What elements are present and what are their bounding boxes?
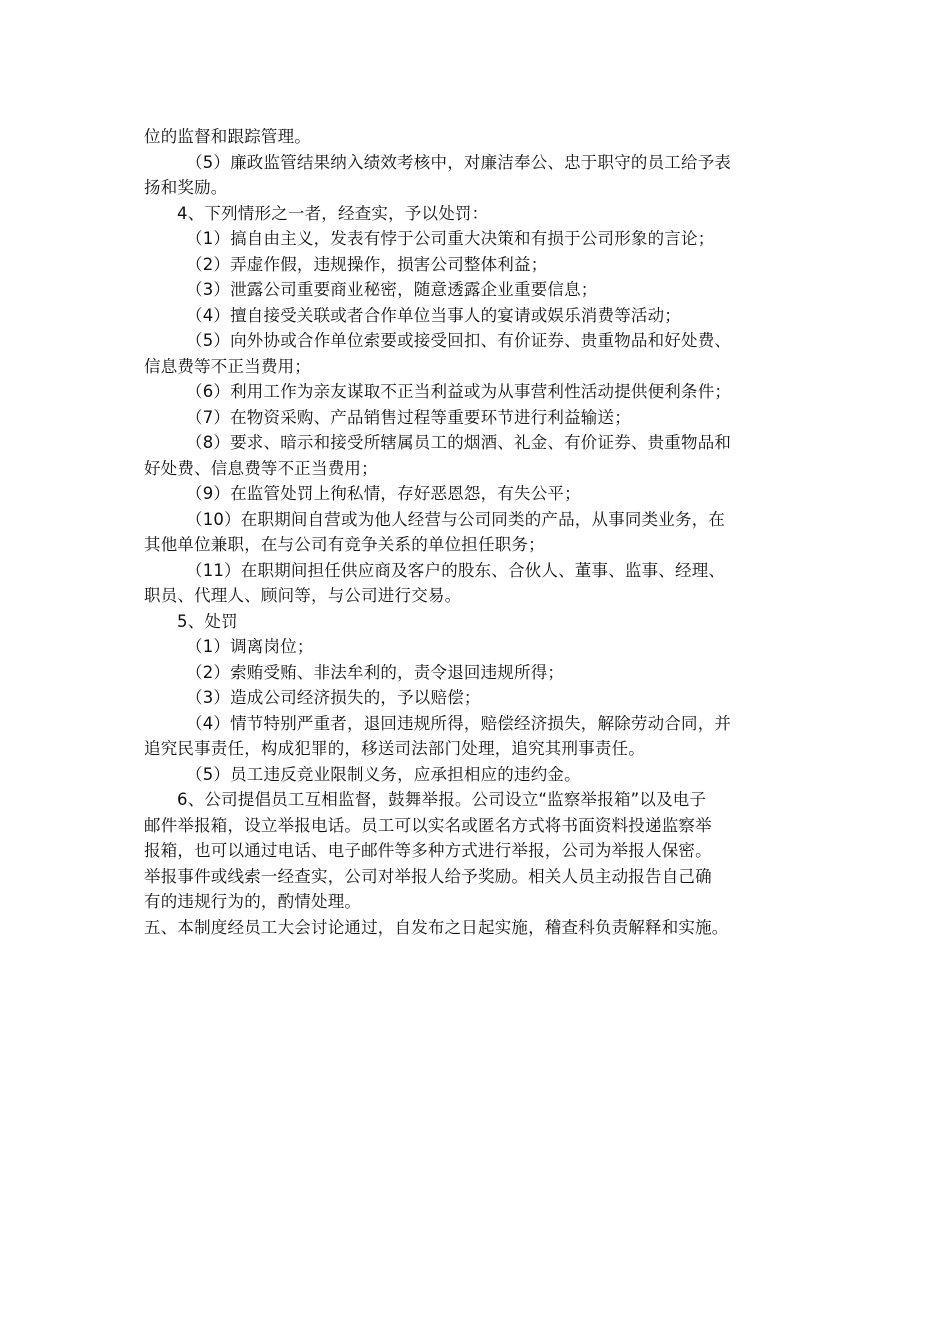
text-line: （2）索贿受贿、非法牟利的，责令退回违规所得； (186, 662, 565, 682)
text-line: 信息费等不正当费用； (144, 356, 311, 376)
text-line: 五、本制度经员工大会讨论通过，自发布之日起实施，稽查科负责解释和实施。 (144, 917, 729, 937)
text-line: 追究民事责任，构成犯罪的，移送司法部门处理，追究其刑事责任。 (144, 739, 645, 758)
text-line: （6）利用工作为亲友谋取不正当利益或为从事营利性活动提供便利条件； (186, 382, 732, 401)
text-line: （3）泄露公司重要商业秘密，随意透露企业重要信息； (186, 280, 598, 299)
text-line: 报箱，也可以通过电话、电子邮件等多种方式进行举报，公司为举报人保密。 (144, 841, 712, 860)
document-body (144, 124, 808, 940)
text-line: 职员、代理人、顾问等，与公司进行交易。 (144, 586, 462, 605)
text-line: （4）擅自接受关联或者合作单位当事人的宴请或娱乐消费等活动； (186, 305, 681, 325)
text-line: （9）在监管处罚上徇私情，存好恶恩怨，有失公平； (186, 484, 581, 503)
text-line: （1）调离岗位； (186, 637, 314, 656)
text-line: 5、处罚 (177, 611, 238, 631)
text-line: （8）要求、暗示和接受所辖属员工的烟酒、礼金、有价证券、贵重物品和 (186, 433, 732, 452)
text-line: 位的监督和跟踪管理。 (144, 127, 311, 146)
text-line: 邮件举报箱，设立举报电话。员工可以实名或匿名方式将书面资料投递监察举 (144, 815, 712, 835)
text-line: 举报事件或线索一经查实，公司对举报人给予奖励。相关人员主动报告自己确 (144, 866, 712, 886)
text-line: （5）员工违反竞业限制义务，应承担相应的违约金。 (186, 764, 581, 784)
text-line: 有的违规行为的，酌情处理。 (144, 892, 362, 911)
text-line: 4、下列情形之一者，经查实，予以处罚： (177, 203, 489, 223)
text-line: （7）在物资采购、产品销售过程等重要环节进行利益输送； (186, 407, 631, 427)
text-line: 好处费、信息费等不正当费用； (144, 458, 378, 478)
text-line: 6、公司提倡员工互相监督，鼓舞举报。公司设立“监察举报箱”以及电子 (177, 790, 707, 809)
text-line: （1）搞自由主义，发表有悖于公司重大决策和有损于公司形象的言论； (186, 229, 715, 248)
text-line: （3）造成公司经济损失的，予以赔偿； (186, 688, 481, 707)
text-line: 扬和奖励。 (144, 178, 228, 197)
text-line: （4）情节特别严重者，退回违规所得，赔偿经济损失，解除劳动合同，并 (186, 713, 732, 733)
text-line: （2）弄虚作假，违规操作，损害公司整体利益； (186, 254, 548, 274)
text-line: （11）在职期间担任供应商及客户的股东、合伙人、董事、监事、经理、 (186, 560, 726, 580)
text-line: （5）向外协或合作单位索要或接受回扣、有价证券、贵重物品和好处费、 (186, 331, 732, 350)
text-line: （10）在职期间自营或为他人经营与公司同类的产品，从事同类业务，在 (186, 509, 726, 529)
text-line: （5）廉政监管结果纳入绩效考核中，对廉洁奉公、忠于职守的员工给予表 (186, 152, 732, 172)
text-line: 其他单位兼职，在与公司有竞争关系的单位担任职务； (144, 535, 545, 554)
